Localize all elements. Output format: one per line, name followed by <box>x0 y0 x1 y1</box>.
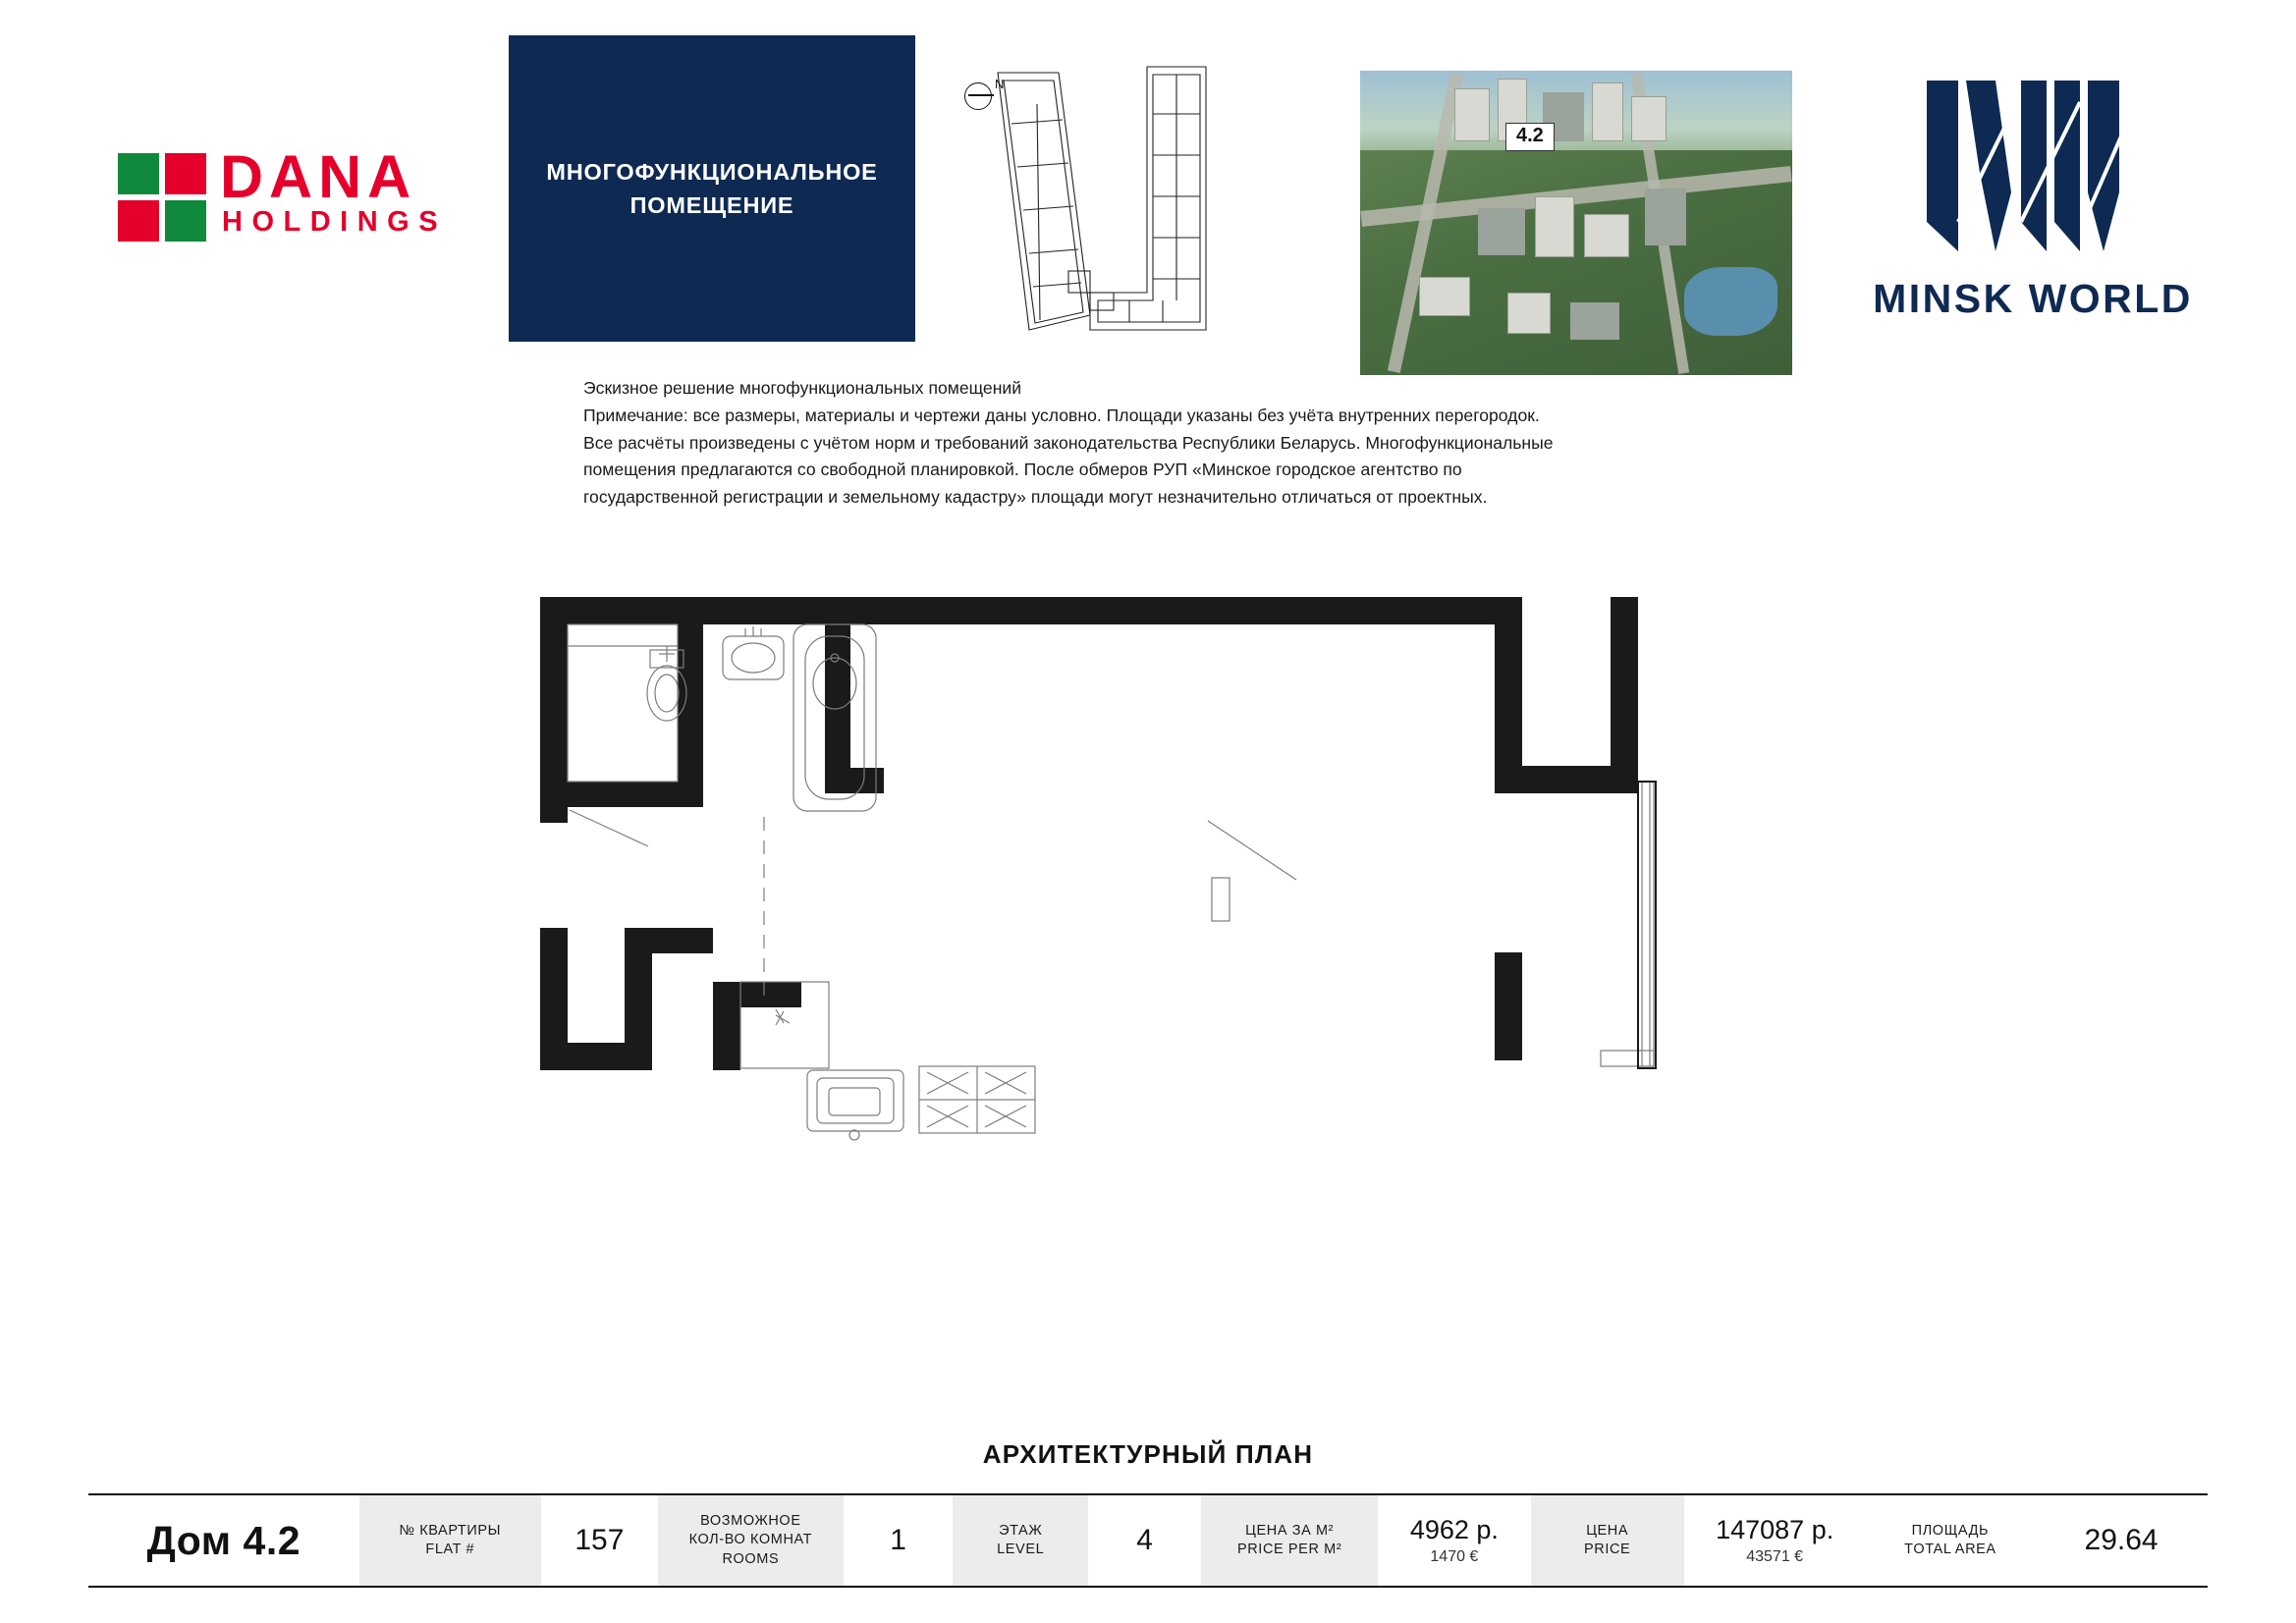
minsk-world-logo <box>1846 75 2219 350</box>
area-value: 29.64 <box>2084 1524 2159 1556</box>
mw-monogram-icon <box>1923 75 2139 261</box>
price-value <box>1684 1495 1866 1586</box>
level-label <box>953 1495 1088 1586</box>
banner-line-2: ПОМЕЩЕНИЕ <box>629 192 794 218</box>
level-label-en: LEVEL <box>997 1542 1045 1557</box>
floor-plan-drawing <box>530 589 1758 1296</box>
price-eur: 43571 € <box>1746 1548 1804 1565</box>
price-label-en: PRICE <box>1584 1542 1631 1557</box>
disclaimer-line-5: государственной регистрации и земельному кадастру» площади могут незначительно отличаться от проектных. <box>583 487 1488 508</box>
disclaimer-line-2: Примечание: все размеры, материалы и чертежи даны условно. Площади указаны без учёта внутренних перегородок. <box>583 405 1540 425</box>
price-per-m2-byn: 4962 р. <box>1409 1515 1499 1544</box>
price-per-m2-label-ru: ЦЕНА ЗА М² <box>1245 1522 1335 1539</box>
area-label <box>1866 1495 2036 1586</box>
banner-line-1: МНОГОФУНКЦИОНАЛЬНОЕ <box>546 158 878 185</box>
rooms-label <box>658 1495 844 1586</box>
rooms-value: 1 <box>890 1524 906 1556</box>
disclaimer-line-4: помещения предлагаются со свободной планировкой. После обмеров РУП «Минское городское агентство по <box>583 460 1462 480</box>
level-value: 4 <box>1136 1524 1153 1556</box>
rooms-label-ru-2: КОЛ-ВО КОМНАТ <box>688 1532 813 1548</box>
price-per-m2-eur: 1470 € <box>1430 1548 1479 1565</box>
area-label-en: TOTAL AREA <box>1904 1542 1996 1557</box>
rooms-label-ru-1: ВОЗМОЖНОЕ <box>700 1513 801 1530</box>
flat-number-label-ru: № КВАРТИРЫ <box>399 1522 502 1539</box>
price-per-m2-value <box>1378 1495 1531 1586</box>
price-per-m2-label-en: PRICE PER M² <box>1236 1542 1342 1557</box>
building-number-marker: 4.2 <box>1505 123 1555 151</box>
flat-number-value: 157 <box>574 1524 625 1556</box>
price-label <box>1531 1495 1684 1586</box>
level-label-ru: ЭТАЖ <box>999 1522 1043 1539</box>
disclaimer-line-3: Все расчёты произведены с учётом норм и требований законодательства Республики Беларусь. Многофункциональные <box>583 432 1554 453</box>
dana-squares-icon <box>118 153 208 243</box>
disclaimer-line-1: Эскизное решение многофункциональных помещений <box>583 378 1022 398</box>
aerial-render-photo <box>1360 71 1792 375</box>
rooms-label-en: ROOMS <box>722 1550 780 1567</box>
specs-footer <box>88 1493 2208 1588</box>
price-label-ru: ЦЕНА <box>1586 1522 1629 1539</box>
price-byn: 147087 р. <box>1716 1515 1834 1544</box>
area-label-ru: ПЛОЩАДЬ <box>1911 1522 1990 1539</box>
apartment-floor-plan <box>530 589 1758 1296</box>
price-per-m2-label <box>1201 1495 1378 1586</box>
flat-number-label-en: FLAT # <box>425 1542 475 1557</box>
plan-caption: АРХИТЕКТУРНЫЙ ПЛАН <box>982 1439 1314 1469</box>
dana-holdings-logo <box>118 143 491 246</box>
minsk-world-wordmark: MINSK WORLD <box>1873 276 2193 321</box>
building-key-plan <box>943 35 1355 379</box>
dana-subtitle: HOLDINGS <box>222 206 448 238</box>
flat-number-label <box>359 1495 541 1586</box>
dana-wordmark: DANA <box>220 143 417 210</box>
document-header <box>0 35 2296 342</box>
house-number: Дом 4.2 <box>146 1517 301 1563</box>
premises-type-banner <box>509 35 915 342</box>
disclaimer-text <box>583 375 1752 512</box>
north-label: N <box>995 77 1005 91</box>
north-arrow-icon <box>964 75 1013 124</box>
